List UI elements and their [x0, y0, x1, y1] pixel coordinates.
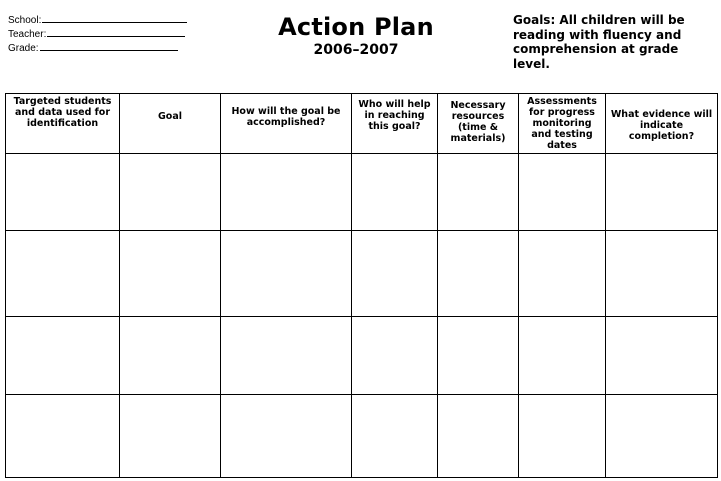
- table-cell[interactable]: [438, 317, 519, 395]
- teacher-field[interactable]: [8, 27, 187, 41]
- table-cell[interactable]: [438, 154, 519, 231]
- table-row: [6, 231, 718, 317]
- header-assessments: Assessments for progress monitoring and testing dates: [519, 94, 606, 154]
- table-cell[interactable]: [6, 154, 120, 231]
- table-cell[interactable]: [120, 317, 221, 395]
- table-cell[interactable]: [221, 395, 352, 478]
- table-cell[interactable]: [519, 231, 606, 317]
- table-cell[interactable]: [6, 317, 120, 395]
- teacher-blank-line[interactable]: [47, 27, 185, 37]
- table-cell[interactable]: [606, 317, 718, 395]
- header-fields: [8, 13, 187, 55]
- table-cell[interactable]: [438, 395, 519, 478]
- grade-field[interactable]: [8, 41, 187, 55]
- table-cell[interactable]: [120, 395, 221, 478]
- table-cell[interactable]: [352, 231, 438, 317]
- table-cell[interactable]: [519, 317, 606, 395]
- header-goal: Goal: [120, 94, 221, 154]
- action-plan-table: [5, 93, 718, 478]
- table-header-row: [6, 94, 718, 154]
- table-cell[interactable]: [606, 395, 718, 478]
- title-block: [262, 12, 450, 58]
- table-cell[interactable]: [221, 317, 352, 395]
- header-targeted-students: Targeted students and data used for identification: [6, 94, 120, 154]
- header-who-will-help: Who will help in reaching this goal?: [352, 94, 438, 154]
- table-cell[interactable]: [438, 231, 519, 317]
- table-cell[interactable]: [606, 231, 718, 317]
- table-cell[interactable]: [606, 154, 718, 231]
- grade-label: Grade:: [8, 43, 39, 54]
- table-row: [6, 154, 718, 231]
- school-blank-line[interactable]: [42, 13, 187, 23]
- header-evidence: What evidence will indicate completion?: [606, 94, 718, 154]
- table-cell[interactable]: [352, 154, 438, 231]
- header-how-accomplished: How will the goal be accomplished?: [221, 94, 352, 154]
- table-row: [6, 395, 718, 478]
- table-cell[interactable]: [6, 231, 120, 317]
- goals-statement: Goals: All children will be reading with fluency and comprehension at grade level.: [513, 13, 685, 71]
- table-cell[interactable]: [120, 154, 221, 231]
- table-cell[interactable]: [221, 231, 352, 317]
- school-label: School:: [8, 15, 42, 26]
- header-necessary-resources: Necessary resources (time & materials): [438, 94, 519, 154]
- table-cell[interactable]: [352, 395, 438, 478]
- table-cell[interactable]: [519, 395, 606, 478]
- teacher-label: Teacher:: [8, 29, 47, 40]
- table-cell[interactable]: [221, 154, 352, 231]
- table-cell[interactable]: [519, 154, 606, 231]
- table-row: [6, 317, 718, 395]
- table-cell[interactable]: [6, 395, 120, 478]
- grade-blank-line[interactable]: [40, 41, 178, 51]
- page-title: Action Plan: [278, 13, 434, 41]
- table-cell[interactable]: [120, 231, 221, 317]
- table-cell[interactable]: [352, 317, 438, 395]
- school-year: 2006–2007: [313, 42, 399, 58]
- school-field[interactable]: [8, 13, 187, 27]
